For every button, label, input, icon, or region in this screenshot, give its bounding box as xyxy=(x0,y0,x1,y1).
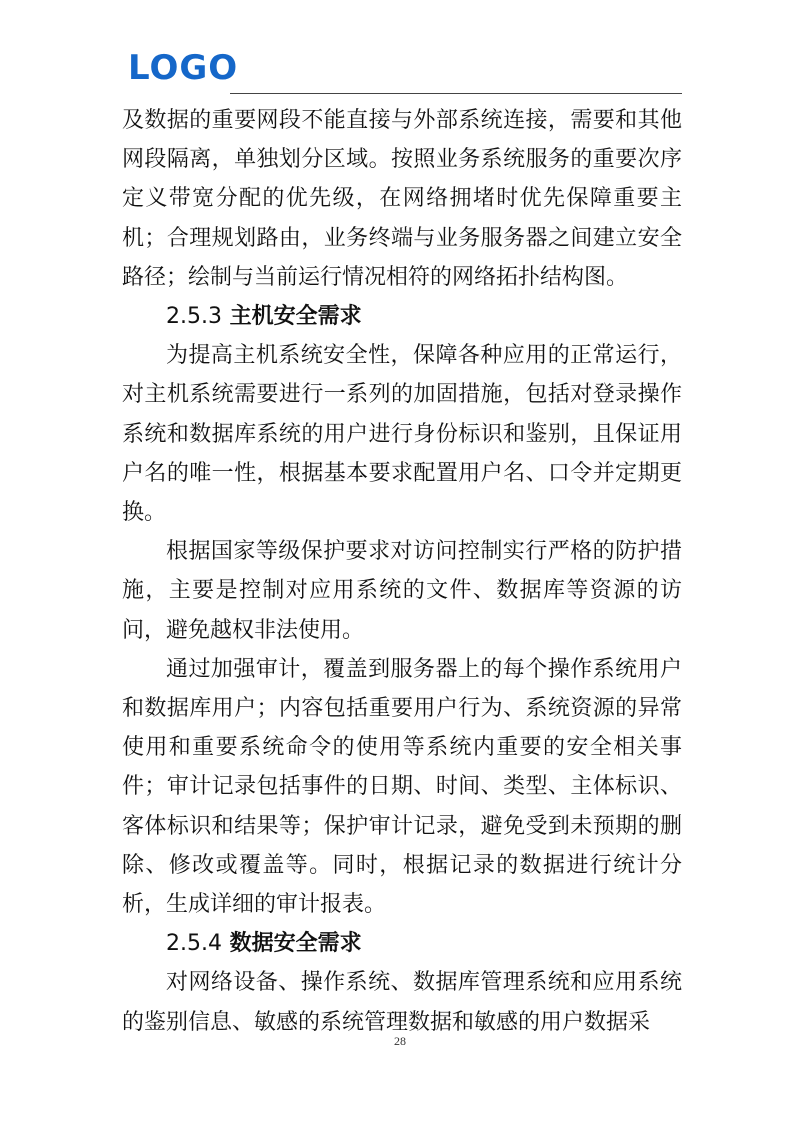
header-rule xyxy=(230,93,682,94)
section-heading xyxy=(122,924,682,963)
paragraph: 对网络设备、操作系统、数据库管理系统和应用系统的鉴别信息、敏感的系统管理数据和敏感的用户数据采 xyxy=(122,970,682,1035)
document-body xyxy=(122,101,682,1042)
paragraph: 为提高主机系统安全性，保障各种应用的正常运行，对主机系统需要进行一系列的加固措施，包括对登录操作系统和数据库系统的用户进行身份标识和鉴别，且保证用户名的唯一性，根据基本要求配置用户名、口令并定期更换。 xyxy=(122,343,682,526)
paragraph: 通过加强审计，覆盖到服务器上的每个操作系统用户和数据库用户；内容包括重要用户行为、系统资源的异常使用和重要系统命令的使用等系统内重要的安全相关事件；审计记录包括事件的日期、时间、类型、主体标识、客体标识和结果等；保护审计记录，避免受到未预期的删除、修改或覆盖等。同时，根据记录的数据进行统计分析，生成详细的审计报表。 xyxy=(122,656,682,918)
paragraph: 根据国家等级保护要求对访问控制实行严格的防护措施，主要是控制对应用系统的文件、数据库等资源的访问，避免越权非法使用。 xyxy=(122,539,682,643)
section-number: 2.5.3 xyxy=(166,304,222,330)
section-number: 2.5.4 xyxy=(166,931,222,957)
page-header xyxy=(128,50,682,98)
logo: LOGO xyxy=(128,48,239,88)
paragraph: 及数据的重要网段不能直接与外部系统连接，需要和其他网段隔离，单独划分区域。按照业务系统服务的重要次序定义带宽分配的优先级，在网络拥堵时优先保障重要主机；合理规划路由，业务终端与业务服务器之间建立安全路径；绘制与当前运行情况相符的网络拓扑结构图。 xyxy=(122,108,682,290)
section-title: 主机安全需求 xyxy=(229,303,362,330)
section-title: 数据安全需求 xyxy=(229,930,362,957)
section-heading xyxy=(122,297,682,336)
page-number: 28 xyxy=(394,1034,406,1048)
